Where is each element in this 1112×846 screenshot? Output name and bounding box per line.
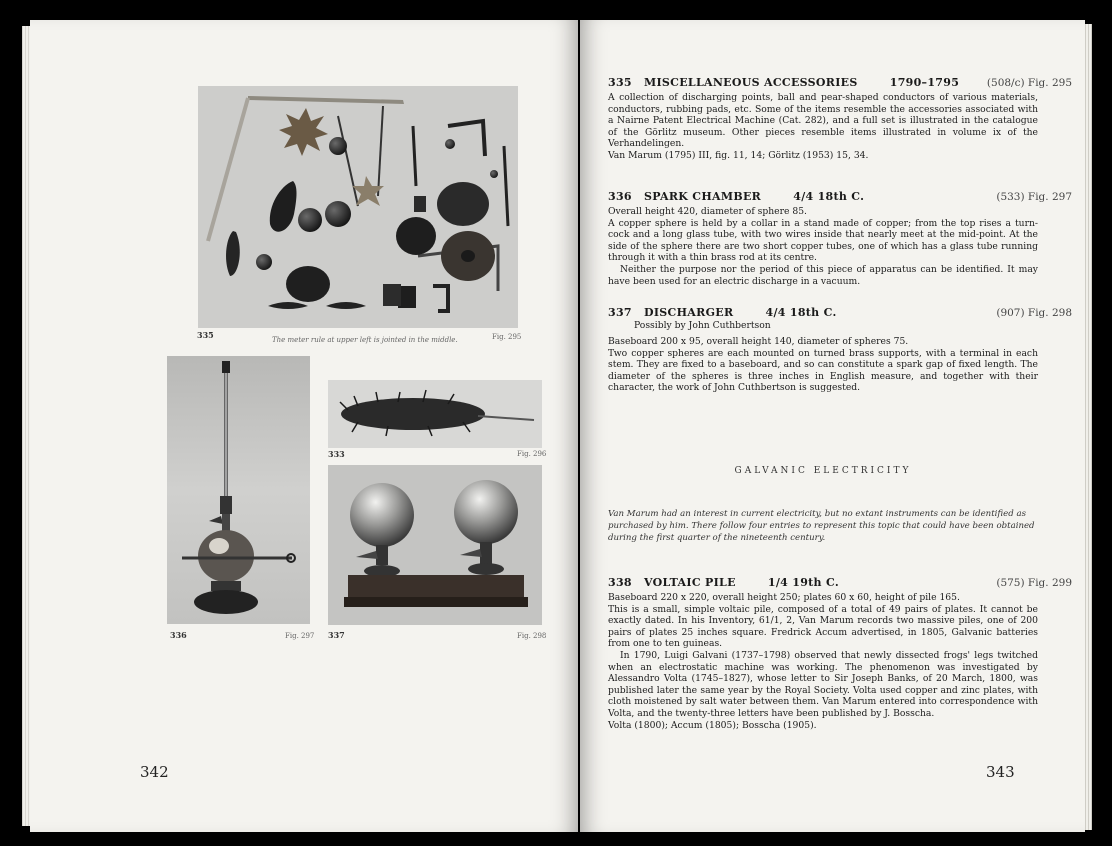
entry-336-para-2: A copper sphere is held by a collar in a stand made of copper; from the top rises a turn-cock and a long glass tube, with two wires inside that nearly meet at the mid-point. At the side of the sphere there are two short copper tubes, one of which has a glass tube running through it with a thin brass rod at its centre.: [608, 217, 1038, 264]
fig-ref-295: Fig. 295: [492, 333, 522, 341]
entry-337-heading: [608, 306, 837, 319]
entry-336-body: [608, 206, 1038, 287]
fig-label-336: 336: [170, 630, 187, 640]
entry-338-date: 1/4 19th C.: [767, 576, 839, 589]
fig-label-333: 333: [328, 449, 345, 459]
entry-338-number: 338: [608, 576, 632, 589]
entry-336-number: 336: [608, 190, 632, 203]
entry-335-heading: [608, 76, 959, 89]
photo-discharger: [328, 465, 542, 625]
entry-338-para-2: This is a small, simple voltaic pile, composed of a total of 49 pairs of plates. It cannot be exactly dated. In his Inventory, 61/1, 2, Van Marum records two massive piles, one of 200 pairs of plates 25 inches square. Fredrick Accum advertised, in 1805, Galvanic batteries from one to ten guineas.: [608, 603, 1038, 650]
accessories-illustration: [198, 86, 518, 328]
entry-335-ref: (508/c) Fig. 295: [986, 77, 1072, 89]
entry-336-ref: (533) Fig. 297: [996, 191, 1072, 203]
entry-336-para-1: Overall height 420, diameter of sphere 85.: [608, 206, 807, 217]
entry-337-ref: (907) Fig. 298: [996, 307, 1072, 319]
entry-338-para-3: In 1790, Luigi Galvani (1737–1798) observed that newly dissected frogs' legs twitched when an electrostatic machine was working. The phenomenon was investigated by Alessandro Volta (1745–1827), whose letter to Sir Joseph Banks, of 20 March, 1800, was published later the same year by the Royal Society. Volta used copper and zinc plates, with cloth moistened by salt water between them. Van Marum entered into correspondence with Volta, and the twenty-three letters have been published by J. Bosscha.: [608, 649, 1038, 719]
entry-337-para-1: Baseboard 200 x 95, overall height 140, diameter of spheres 75.: [608, 336, 909, 347]
spark-chamber-illustration: [167, 356, 310, 624]
entry-336-title: SPARK CHAMBER: [644, 190, 762, 203]
fig-caption-335: The meter rule at upper left is jointed in the middle.: [272, 336, 458, 344]
entry-335-body: [608, 92, 1038, 162]
entry-335-para-1: A collection of discharging points, ball and pear-shaped conductors of various materials, conductors, rubbing pads, etc. Some of the items resemble the accessories associated with a Nairne Patent Electrical Machine (Cat. 282), and a full set is illustrated in the catalogue of the Görlitz museum. Other pieces resemble items illustrated in volume ix of the Verhandelingen.: [608, 92, 1038, 150]
brush-illustration: [328, 380, 542, 448]
entry-337-title: DISCHARGER: [644, 306, 734, 319]
page-number-left: 342: [140, 763, 169, 781]
entry-335-para-2: Van Marum (1795) III, fig. 11, 14; Görlitz (1953) 15, 34.: [608, 149, 869, 161]
entry-336-heading: [608, 190, 864, 203]
entry-338-ref: (575) Fig. 299: [996, 577, 1072, 589]
discharger-illustration: [328, 465, 542, 625]
fig-ref-297: Fig. 297: [285, 632, 315, 640]
entry-336-para-3: Neither the purpose nor the period of this piece of apparatus can be identified. It may have been used for an electric discharge in a vacuum.: [608, 263, 1038, 287]
entry-337-para-2: Two copper spheres are each mounted on turned brass supports, with a terminal in each stem. They are fixed to a baseboard, and so can constitute a spark gap of fixed length. The diameter of the spheres is three inches in English measure, and together with their character, the work of John Cuthbertson is suggested.: [608, 347, 1038, 394]
entry-335-number: 335: [608, 76, 632, 89]
photo-spark-chamber: [167, 356, 310, 624]
entry-338-body: [608, 592, 1038, 731]
entry-337-subtitle: Possibly by John Cuthbertson: [634, 320, 771, 331]
entry-337-date: 4/4 18th C.: [765, 306, 837, 319]
entry-338-heading: [608, 576, 839, 589]
entry-336-date: 4/4 18th C.: [793, 190, 865, 203]
entry-335-date: 1790–1795: [889, 76, 960, 89]
entry-338-title: VOLTAIC PILE: [644, 576, 736, 589]
fig-ref-298: Fig. 298: [517, 632, 547, 640]
page-number-right: 343: [986, 763, 1015, 781]
entry-337-body: [608, 336, 1038, 394]
entry-337-number: 337: [608, 306, 632, 319]
photo-accessories: [198, 86, 518, 328]
entry-335-title: MISCELLANEOUS ACCESSORIES: [644, 76, 858, 89]
photo-brush: [328, 380, 542, 448]
fig-label-337: 337: [328, 630, 345, 640]
section-intro: Van Marum had an interest in current electricity, but no extant instruments can be identified as purchased by him. There follow four entries to represent this topic that could have been obtained during the first quarter of the nineteenth century.: [608, 509, 1035, 543]
section-title: GALVANIC ELECTRICITY: [734, 466, 912, 476]
fig-label-335: 335: [197, 330, 214, 340]
entry-338-para-1: Baseboard 220 x 220, overall height 250; plates 60 x 60, height of pile 165.: [608, 592, 960, 603]
entry-338-para-4: Volta (1800); Accum (1805); Bosscha (1905).: [608, 719, 817, 731]
fig-ref-296: Fig. 296: [517, 450, 547, 458]
